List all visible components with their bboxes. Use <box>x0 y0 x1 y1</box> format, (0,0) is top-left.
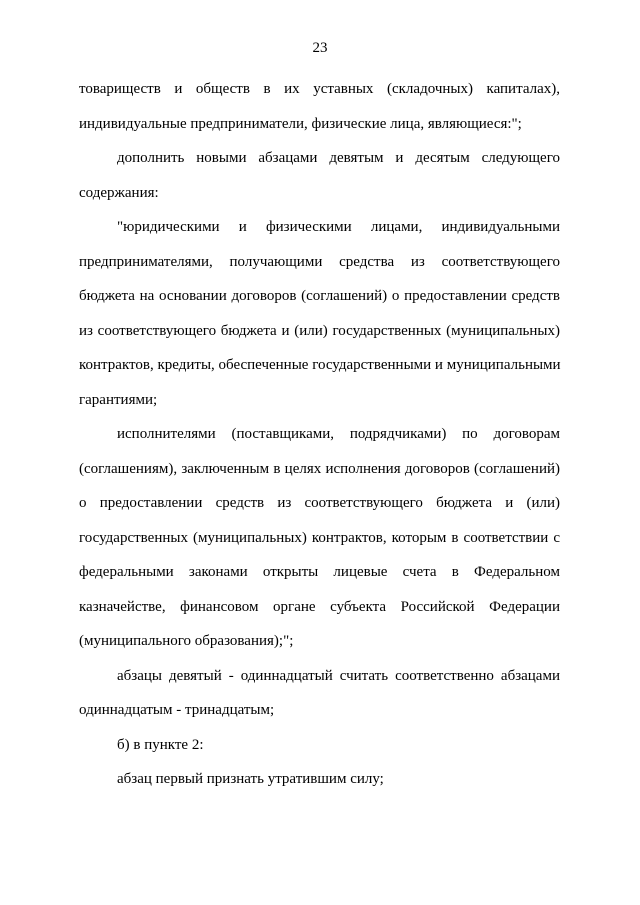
paragraph-line: б) в пункте 2: <box>117 736 204 753</box>
paragraph-line: содержания: <box>79 184 159 201</box>
paragraph-line: одиннадцатым - тринадцатым; <box>79 702 275 718</box>
document-body <box>79 72 560 797</box>
paragraph-7 <box>79 762 560 797</box>
paragraph-line: контрактов, кредиты, обеспеченные государственными и муниципальными <box>79 357 561 373</box>
paragraph-line: из соответствующего бюджета и (или) государственных (муниципальных) <box>79 322 560 339</box>
paragraph-line: предпринимателями, получающими средства из соответствующего <box>79 253 560 270</box>
paragraph-4 <box>79 417 560 659</box>
paragraph-line: дополнить новыми абзацами девятым и десятым следующего <box>117 150 560 166</box>
paragraph-line: абзац первый признать утратившим силу; <box>117 771 384 787</box>
paragraph-2 <box>79 141 560 210</box>
paragraph-line: государственных (муниципальных) контрактов, которым в соответствии с <box>79 529 560 546</box>
paragraph-1 <box>79 72 560 141</box>
paragraph-line: федеральными законами открыты лицевые счета в Федеральном <box>79 564 560 580</box>
paragraph-line: исполнителями (поставщиками, подрядчиками) по договорам <box>117 426 560 442</box>
paragraph-3 <box>79 210 560 417</box>
paragraph-line: казначействе, финансовом органе субъекта Российской Федерации <box>79 598 560 615</box>
paragraph-line: гарантиями; <box>79 391 158 408</box>
paragraph-line: индивидуальные предприниматели, физические лица, являющиеся:"; <box>79 115 522 132</box>
paragraph-line: (соглашениям), заключенным в целях исполнения договоров (соглашений) <box>79 460 560 477</box>
paragraph-line: (муниципального образования);"; <box>79 633 294 649</box>
paragraph-line: товариществ и обществ в их уставных (складочных) капиталах), <box>79 81 560 97</box>
paragraph-6 <box>79 728 560 763</box>
paragraph-line: бюджета на основании договоров (соглашений) о предоставлении средств <box>79 288 560 304</box>
paragraph-line: о предоставлении средств из соответствующего бюджета и (или) <box>79 495 560 511</box>
page-number: 23 <box>312 40 328 56</box>
paragraph-line: абзацы девятый - одиннадцатый считать соответственно абзацами <box>117 667 560 684</box>
paragraph-line: "юридическими и физическими лицами, индивидуальными <box>117 219 560 235</box>
paragraph-5 <box>79 659 560 728</box>
